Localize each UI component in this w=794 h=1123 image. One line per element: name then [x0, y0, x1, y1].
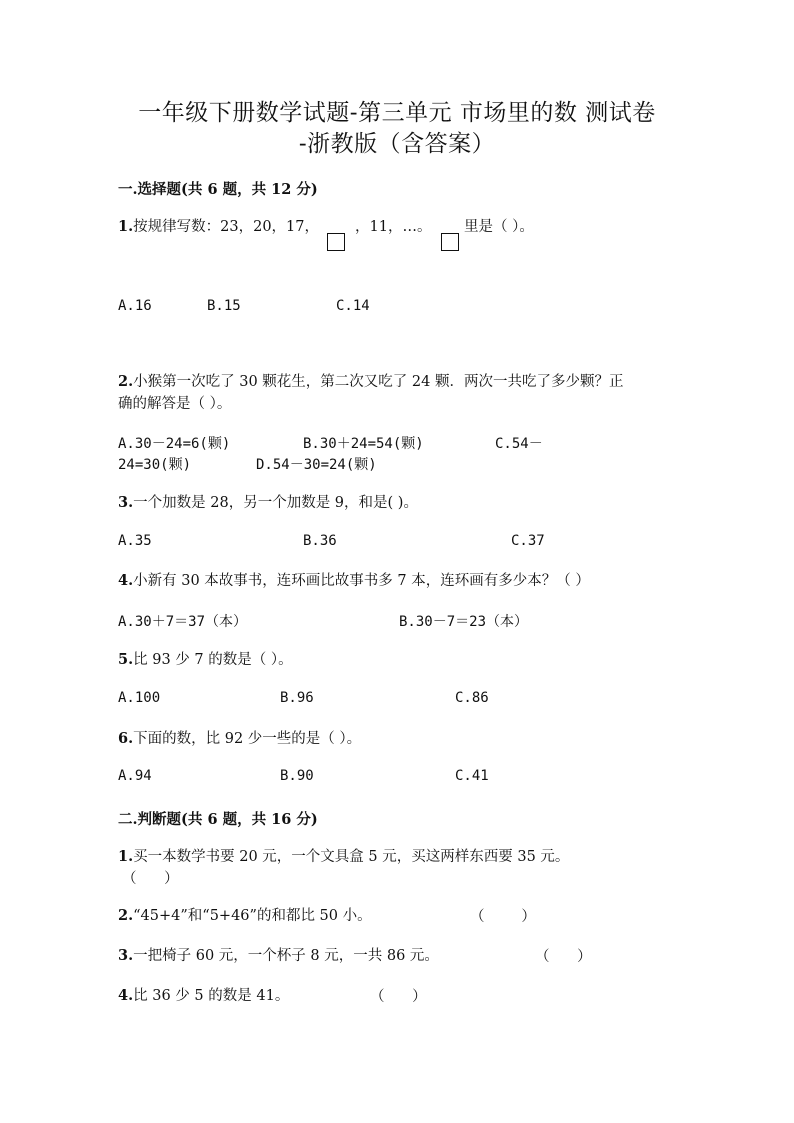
- question-6: [118, 728, 361, 750]
- option-b: B.36: [303, 533, 337, 549]
- question-number: 1.: [118, 218, 134, 235]
- section-heading-judgment: 二.判断题(共 6 题，共 16 分): [118, 811, 318, 828]
- option-a: A.100: [118, 690, 161, 706]
- question-number: 3.: [118, 494, 134, 511]
- option-c: C.54－: [495, 436, 543, 452]
- question-1: [118, 216, 319, 238]
- question-text: 按规律写数：23，20，17，: [133, 219, 319, 235]
- answer-parentheses: （ ）: [470, 909, 536, 925]
- question-number: 6.: [118, 730, 134, 747]
- question-number: 4.: [118, 987, 134, 1004]
- option-c: C.14: [336, 298, 370, 314]
- question-5: [118, 649, 293, 671]
- question-text: 比 93 少 7 的数是（ ）。: [133, 652, 293, 668]
- question-number: 2.: [118, 907, 134, 924]
- question-text: 下面的数，比 92 少一些的是（ ）。: [133, 731, 362, 747]
- option-a: A.94: [118, 768, 152, 784]
- answer-parentheses: （ ）: [370, 989, 427, 1005]
- judgment-question-3: [118, 945, 439, 967]
- option-b: B.90: [280, 768, 314, 784]
- option-a: A.16: [118, 298, 152, 314]
- question-2: [118, 371, 623, 393]
- question-text: 买一本数学书要 20 元，一个文具盒 5 元，买这两样东西要 35 元。: [133, 849, 570, 865]
- judgment-question-2: [118, 905, 372, 927]
- question-text-end: 里是（ ）。: [464, 219, 534, 235]
- answer-box: [441, 233, 459, 251]
- option-a: A.35: [118, 533, 152, 549]
- question-text-continued: ，11，…。: [355, 219, 432, 235]
- option-c: C.37: [511, 533, 545, 549]
- question-number: 3.: [118, 947, 134, 964]
- answer-parentheses: （ ）: [122, 871, 179, 887]
- question-text: 小猴第一次吃了 30 颗花生，第二次又吃了 24 颗．两次一共吃了多少颗？正: [133, 374, 624, 390]
- option-d: D.54－30=24(颗): [256, 457, 377, 473]
- question-number: 4.: [118, 572, 134, 589]
- question-number: 1.: [118, 848, 134, 865]
- section-heading-choice: 一.选择题(共 6 题，共 12 分): [118, 181, 318, 198]
- question-text: 一个加数是 28，另一个加数是 9，和是( )。: [133, 495, 418, 511]
- option-b: B.15: [207, 298, 241, 314]
- question-4: [118, 570, 590, 592]
- option-c: C.41: [455, 768, 489, 784]
- option-a: A.30＋7＝37（本）: [118, 614, 248, 630]
- question-number: 5.: [118, 651, 134, 668]
- question-3: [118, 492, 418, 514]
- page-title-line1: 一年级下册数学试题-第三单元 市场里的数 测试卷: [138, 100, 656, 126]
- option-a: A.30－24=6(颗): [118, 436, 231, 452]
- judgment-question-4: [118, 985, 289, 1007]
- question-text: 一把椅子 60 元，一个杯子 8 元，一共 86 元。: [133, 948, 439, 964]
- option-c-continued: 24=30(颗): [118, 457, 192, 473]
- option-b: B.30－7＝23（本）: [399, 614, 529, 630]
- answer-parentheses: （ ）: [535, 949, 592, 965]
- option-c: C.86: [455, 690, 489, 706]
- answer-box: [327, 233, 345, 251]
- page-title-line2: -浙教版（含答案）: [298, 131, 496, 157]
- option-b: B.30＋24=54(颗): [303, 436, 424, 452]
- question-text: 比 36 少 5 的数是 41。: [133, 988, 290, 1004]
- option-b: B.96: [280, 690, 314, 706]
- question-text-line2: 确的解答是（ ）。: [118, 396, 232, 412]
- judgment-question-1: [118, 846, 569, 868]
- question-text: “45+4”和“5+46”的和都比 50 小。: [133, 908, 372, 924]
- question-number: 2.: [118, 373, 134, 390]
- question-text: 小新有 30 本故事书，连环画比故事书多 7 本，连环画有多少本？（ ）: [133, 573, 590, 589]
